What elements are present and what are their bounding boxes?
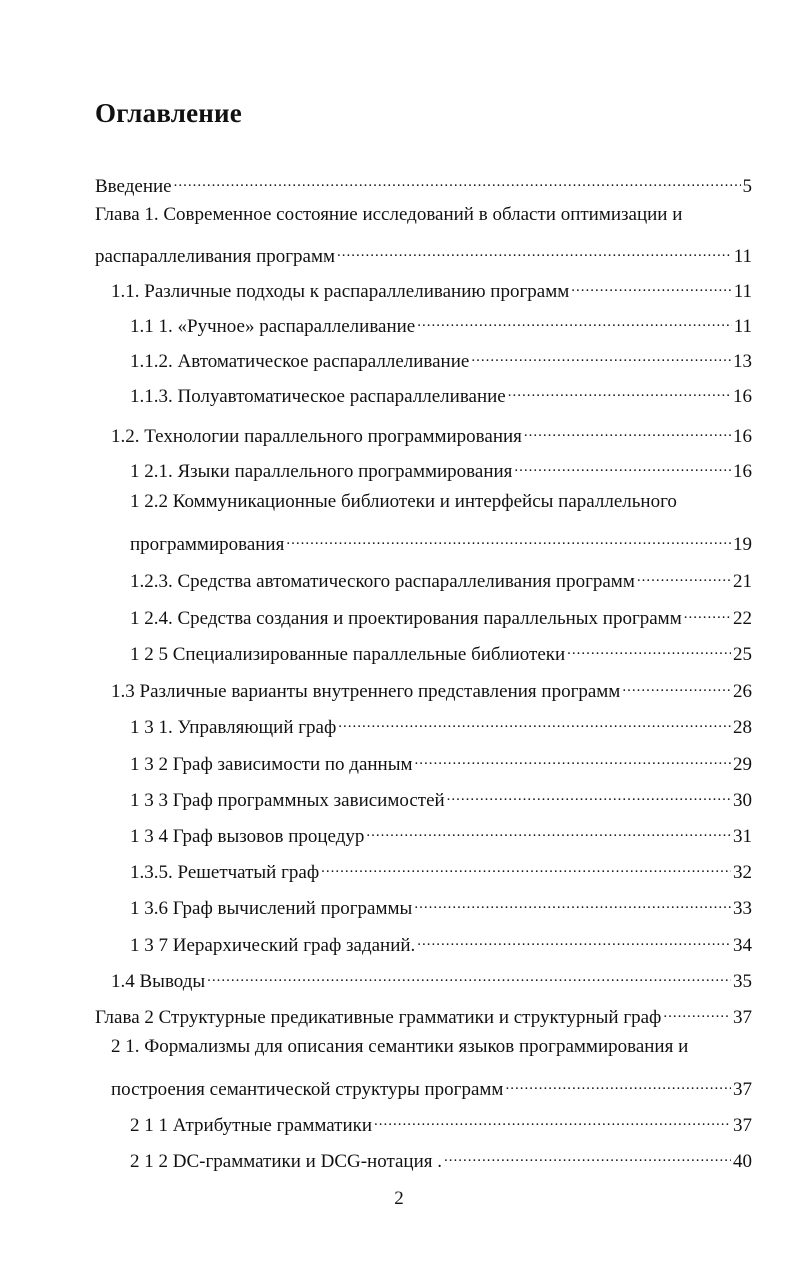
toc-leader-dots — [415, 746, 731, 770]
toc-entry-label: 1 3 2 Граф зависимости по данным — [130, 754, 413, 775]
toc-entry-page: 16 — [733, 426, 752, 447]
toc-entry-label: Введение — [95, 176, 172, 197]
toc-entry-page: 16 — [733, 386, 752, 407]
toc-entry-page: 28 — [733, 717, 752, 738]
toc-leader-dots — [374, 1107, 731, 1131]
toc-leader-dots — [444, 1143, 731, 1167]
toc-entry-1-1-2[interactable] — [130, 343, 752, 374]
page-title: Оглавление — [95, 98, 242, 128]
toc-entry-1-1-3[interactable] — [130, 378, 752, 409]
toc-entry-1-3[interactable] — [111, 673, 752, 704]
toc-entry-1-3-2[interactable] — [130, 746, 752, 777]
toc-entry-label: 1 3 7 Иерархический граф заданий. — [130, 935, 416, 956]
toc-entry-page: 16 — [733, 461, 752, 482]
toc-entry-label: Глава 1. Современное состояние исследований в области оптимизации и — [95, 204, 683, 225]
toc-leader-dots — [622, 673, 731, 697]
toc-entry-label: программирования — [130, 534, 285, 555]
toc-entry-label: распараллеливания программ — [95, 246, 336, 267]
toc-entry-label: 1 3.6 Граф вычислений программы — [130, 898, 413, 919]
toc-leader-dots — [505, 1071, 731, 1095]
toc-leader-dots — [524, 418, 731, 442]
toc-entry-label: 1 3 3 Граф программных зависимостей — [130, 790, 445, 811]
toc-entry-page: 30 — [733, 790, 752, 811]
toc-entry-page: 35 — [733, 971, 752, 992]
toc-leader-dots — [663, 999, 731, 1023]
toc-entry-page: 25 — [733, 644, 752, 665]
toc-entry-page: 31 — [733, 826, 752, 847]
toc-entry-label: 1.2.3. Средства автоматического распараллеливания программ — [130, 571, 635, 592]
toc-entry-label: 1 3 1. Управляющий граф — [130, 717, 337, 738]
toc-leader-dots — [417, 927, 731, 951]
toc-leader-dots — [508, 378, 731, 402]
page-number: 2 — [394, 1188, 404, 1209]
toc-entry-page: 37 — [733, 1115, 752, 1136]
toc-entry-label: 1.2. Технологии параллельного программирования — [111, 426, 522, 447]
toc-entry-1-2-1[interactable] — [130, 453, 752, 484]
toc-entry-chapter-1-cont[interactable] — [95, 238, 752, 269]
toc-entry-label: 1 2.1. Языки параллельного программирования — [130, 461, 513, 482]
toc-leader-dots — [567, 636, 731, 660]
toc-entry-label: 1.3.5. Решетчатый граф — [130, 862, 320, 883]
toc-leader-dots — [571, 273, 731, 297]
toc-leader-dots — [337, 238, 732, 262]
toc-entry-page: 11 — [733, 316, 752, 337]
toc-leader-dots — [447, 782, 731, 806]
toc-entry-1-3-4[interactable] — [130, 818, 752, 849]
toc-entry-label: построения семантической структуры программ — [111, 1079, 504, 1100]
toc-entry-1-4[interactable] — [111, 963, 752, 994]
toc-entry-1-2-2[interactable] — [130, 490, 677, 514]
toc-entry-label: 1.1.3. Полуавтоматическое распараллеливание — [130, 386, 506, 407]
toc-entry-label: 1 2.2 Коммуникационные библиотеки и интерфейсы параллельного — [130, 491, 677, 512]
toc-entry-1-2-2-cont[interactable] — [130, 526, 752, 557]
toc-leader-dots — [321, 854, 731, 878]
toc-entry-2-1-2[interactable] — [130, 1143, 752, 1174]
toc-entry-chapter-2[interactable] — [95, 999, 752, 1030]
toc-entry-label: 1.1.2. Автоматическое распараллеливание — [130, 351, 470, 372]
toc-entry-page: 11 — [733, 246, 752, 267]
toc-entry-label: 1 2 5 Специализированные параллельные библиотеки — [130, 644, 566, 665]
toc-entry-page: 37 — [733, 1079, 752, 1100]
toc-leader-dots — [286, 526, 731, 550]
toc-entry-1-3-5[interactable] — [130, 854, 752, 885]
toc-entry-label: 2 1. Формализмы для описания семантики языков программирования и — [111, 1036, 689, 1057]
toc-entry-1-3-3[interactable] — [130, 782, 752, 813]
toc-entry-label: 2 1 2 DC-грамматики и DCG-нотация . — [130, 1151, 442, 1172]
toc-entry-1-1-1[interactable] — [130, 308, 752, 339]
toc-leader-dots — [471, 343, 731, 367]
toc-entry-2-1-cont[interactable] — [111, 1071, 752, 1102]
toc-leader-dots — [338, 709, 731, 733]
toc-entry-page: 21 — [733, 571, 752, 592]
toc-leader-dots — [684, 600, 731, 624]
toc-leader-dots — [417, 308, 731, 332]
toc-leader-dots — [637, 563, 731, 587]
toc-entry-1-1[interactable] — [111, 273, 752, 304]
toc-entry-page: 34 — [733, 935, 752, 956]
toc-entry-2-1-1[interactable] — [130, 1107, 752, 1138]
toc-entry-page: 5 — [742, 176, 752, 197]
toc-entry-label: Глава 2 Структурные предикативные грамматики и структурный граф — [95, 1007, 662, 1028]
toc-entry-1-3-6[interactable] — [130, 890, 752, 921]
toc-entry-page: 22 — [733, 608, 752, 629]
toc-leader-dots — [414, 890, 731, 914]
toc-entry-page: 32 — [733, 862, 752, 883]
toc-entry-1-2[interactable] — [111, 418, 752, 449]
toc-entry-2-1[interactable] — [111, 1035, 688, 1059]
toc-entry-page: 40 — [733, 1151, 752, 1172]
toc-entry-label: 2 1 1 Атрибутные грамматики — [130, 1115, 373, 1136]
toc-entry-page: 33 — [733, 898, 752, 919]
toc-entry-chapter-1[interactable] — [95, 203, 682, 227]
toc-entry-1-3-7[interactable] — [130, 927, 752, 958]
toc-leader-dots — [514, 453, 731, 477]
toc-entry-page: 37 — [733, 1007, 752, 1028]
toc-entry-label: 1 3 4 Граф вызовов процедур — [130, 826, 365, 847]
toc-entry-label: 1.4 Выводы — [111, 971, 206, 992]
toc-entry-1-2-4[interactable] — [130, 600, 752, 631]
toc-entry-page: 19 — [733, 534, 752, 555]
toc-entry-label: 1.3 Различные варианты внутреннего представления программ — [111, 681, 621, 702]
toc-entry-page: 11 — [733, 281, 752, 302]
toc-entry-1-2-3[interactable] — [130, 563, 752, 594]
toc-entry-1-2-5[interactable] — [130, 636, 752, 667]
toc-entry-introduction[interactable] — [95, 168, 752, 199]
toc-entry-label: 1.1. Различные подходы к распараллеливанию программ — [111, 281, 570, 302]
toc-entry-label: 1.1 1. «Ручное» распараллеливание — [130, 316, 416, 337]
toc-leader-dots — [366, 818, 731, 842]
toc-entry-label: 1 2.4. Средства создания и проектирования параллельных программ — [130, 608, 682, 629]
toc-entry-page: 13 — [733, 351, 752, 372]
toc-entry-1-3-1[interactable] — [130, 709, 752, 740]
toc-leader-dots — [207, 963, 731, 987]
toc-leader-dots — [174, 168, 741, 192]
toc-entry-page: 26 — [733, 681, 752, 702]
toc-entry-page: 29 — [733, 754, 752, 775]
